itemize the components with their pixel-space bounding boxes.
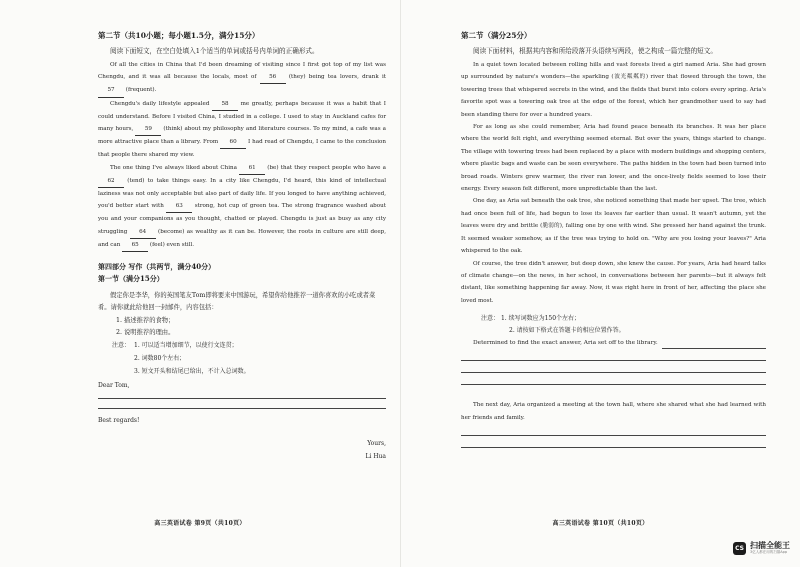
note-label: 注意：	[112, 342, 131, 350]
cloze-paragraph	[98, 162, 386, 252]
section-intro: 阅读下面短文，在空白处填入1个适当的单词或括号内单词的正确形式。	[110, 47, 319, 55]
note-1: 注意： 1. 续写词数应为150个左右；	[481, 315, 581, 323]
cloze-text: The one thing I've always liked about China	[110, 164, 240, 171]
blank-63[interactable]: 63	[166, 200, 192, 213]
writing-line[interactable]	[461, 424, 766, 436]
exam-page-10	[400, 0, 800, 567]
sign-yours: Yours,	[367, 440, 386, 448]
cloze-text: (be) that they respect people who have a	[265, 164, 386, 171]
cloze-text: (they) being tea lovers, drank it	[285, 74, 386, 81]
writing-line[interactable]	[98, 399, 386, 409]
cloze-passage	[98, 59, 386, 252]
note-3: 3. 短文开头和结尾已给出，不计入总词数。	[134, 368, 250, 376]
part4-title: 第四部分 写作（共两节，满分40分）	[98, 262, 216, 272]
blank-56[interactable]: 56	[260, 71, 286, 84]
blank-59[interactable]: 59	[135, 123, 161, 136]
blank-58[interactable]: 58	[212, 98, 238, 111]
cloze-text: (think) about my philosophy and literature courses. To my mind, a cafe was a more attractive place than a library. From	[98, 126, 386, 146]
part4-section1-title: 第一节（满分15分）	[98, 274, 164, 284]
continuation-starter-1: Determined to find the exact answer, Aria set off to the library.	[461, 337, 766, 349]
writing-line[interactable]	[461, 349, 766, 361]
cloze-text: I had read of Chengdu, I came to the conclusion that people there shared my view.	[98, 139, 386, 159]
watermark-subtitle: 3亿人都在用的扫描App	[750, 550, 788, 554]
cloze-paragraph	[98, 98, 386, 162]
cloze-text: Of all the cities in China that I'd been dreaming of visiting since I first got top of my list was Chengdu, and it was all because the locals, most of	[98, 62, 386, 81]
cloze-text: Chengdu's daily lifestyle appealed	[110, 100, 213, 107]
closing: Best regards!	[98, 417, 140, 425]
scanner-watermark	[733, 541, 790, 555]
story-paragraph: For as long as she could remember, Aria had found peace beneath its branches. It was her place where the world felt right, and everything seemed eternal. But over the years, things started to change. The village with towering trees had been replaced by a place with modern buildings and shopping centers, where plastic bags and waste can be seen everywhere. The paths hidden in the town had been turned into broad roads. Winters grew warmer, the river ran lower, and the once-lively fields seemed to lose their energy. Every season felt different, more unpredictable than the last.	[461, 124, 766, 193]
note-2: 2. 请按如下格式在答题卡的相应位置作答。	[509, 327, 625, 335]
salutation: Dear Tom,	[98, 382, 130, 390]
blank-60[interactable]: 60	[220, 136, 246, 149]
writing-line[interactable]	[461, 436, 766, 448]
section-intro: 阅读下面材料，根据其内容和所给段落开头语续写两段，使之构成一篇完整的短文。	[473, 47, 717, 55]
section-title: 第二节（共10小题；每小题1.5分，满分15分）	[98, 31, 260, 40]
blank-64[interactable]: 64	[130, 226, 156, 239]
watermark-title: 扫描全能王	[750, 541, 790, 550]
camscanner-logo-icon: CS	[733, 542, 746, 555]
blank-62[interactable]: 62	[98, 175, 124, 188]
cloze-text: (feel) even still.	[148, 241, 194, 248]
writing-line[interactable]	[461, 361, 766, 373]
writing-line[interactable]	[98, 389, 386, 399]
note-1: 注意： 1. 可以适当增加细节，以使行文连贯；	[98, 339, 386, 352]
requirement-2: 2. 说明推荐的理由。	[116, 329, 175, 337]
story-paragraph: In a quiet town located between rolling hills and vast forests lived a girl named Aria. She had grown up surrounded by nature's wonders—the sparkling (波光粼粼的) river that flowed through the town, the towering trees that whispered secrets in the wind, and the fields that burst into colors every spring. Aria's favorite spot was a towering oak tree at the edge of the forest, which her grandmother used to say had been standing there for over a hundred years.	[461, 62, 766, 118]
cloze-text: me greatly, perhaps because it was a habit that I could understand. Before I visited China, I studied in a college. I used to stay in Auckland cafes for many hours,	[98, 100, 386, 133]
page-footer: 高三英语试卷 第10页（共10页）	[552, 520, 649, 527]
note-2: 2. 词数80个左右；	[134, 355, 186, 363]
cloze-text: (tend) to take things easy. In a city like Chengdu, I'd heard, this kind of intellectual laziness was not only acceptable but also part of daily life. If you longed to have anything achieved, you'd better start with	[98, 177, 386, 210]
sign-name: Li Hua	[365, 453, 386, 461]
story-paragraph: One day, as Aria sat beneath the oak tree, she noticed something that made her upset. The tree, which had once been full of life, had begun to lose its leaves far earlier than usual. It wasn't autumn, yet the leaves were dry and brittle (脆弱的), falling one by one with wind. She pressed her hand against the trunk. It seemed weaker somehow, as if the tree was trying to hold on. "Why are you losing your leaves?" Aria whispered to the oak.	[461, 198, 766, 255]
cloze-text: strong, hot cup of green tea. The strong fragrance washed about you and your companions as you thought, chatted or played. Chengdu is just as busy as any city struggling	[98, 203, 386, 235]
note-label: 注意：	[481, 315, 500, 323]
page-footer: 高三英语试卷 第9页（共10页）	[154, 520, 246, 527]
writing-line[interactable]	[662, 340, 766, 349]
writing-task: 假定你是李华，你的英国笔友Tom即将要来中国游玩，希望你给他推荐一道你喜欢的小吃或者菜肴。请你就此给他回一封邮件，内容包括：	[98, 292, 376, 311]
section-title: 第二节（满分25分）	[461, 31, 532, 40]
cloze-text: (become) as wealthy as it can be. However, the roots in culture are still deep, and can	[98, 228, 386, 248]
blank-65[interactable]: 65	[122, 239, 148, 252]
writing-line[interactable]	[461, 373, 766, 385]
story-paragraph: Of course, the tree didn't answer, but deep down, she knew the cause. For years, Aria had heard talks of climate change—on the news, in her school, in conversations between her parents—but it always felt distant, like something happening far away. Now, it was right here in front of her, affecting the place she loved most.	[461, 260, 766, 304]
requirement-1: 1. 描述推荐的食物；	[116, 317, 175, 325]
blank-61[interactable]: 61	[239, 162, 265, 175]
blank-57[interactable]: 57	[98, 84, 124, 97]
continuation-starter-2: The next day, Aria organized a meeting at the town hall, where she shared what she had learned with her friends and family.	[461, 402, 766, 421]
cloze-paragraph	[98, 59, 386, 98]
cloze-text: (frequent).	[124, 87, 157, 94]
